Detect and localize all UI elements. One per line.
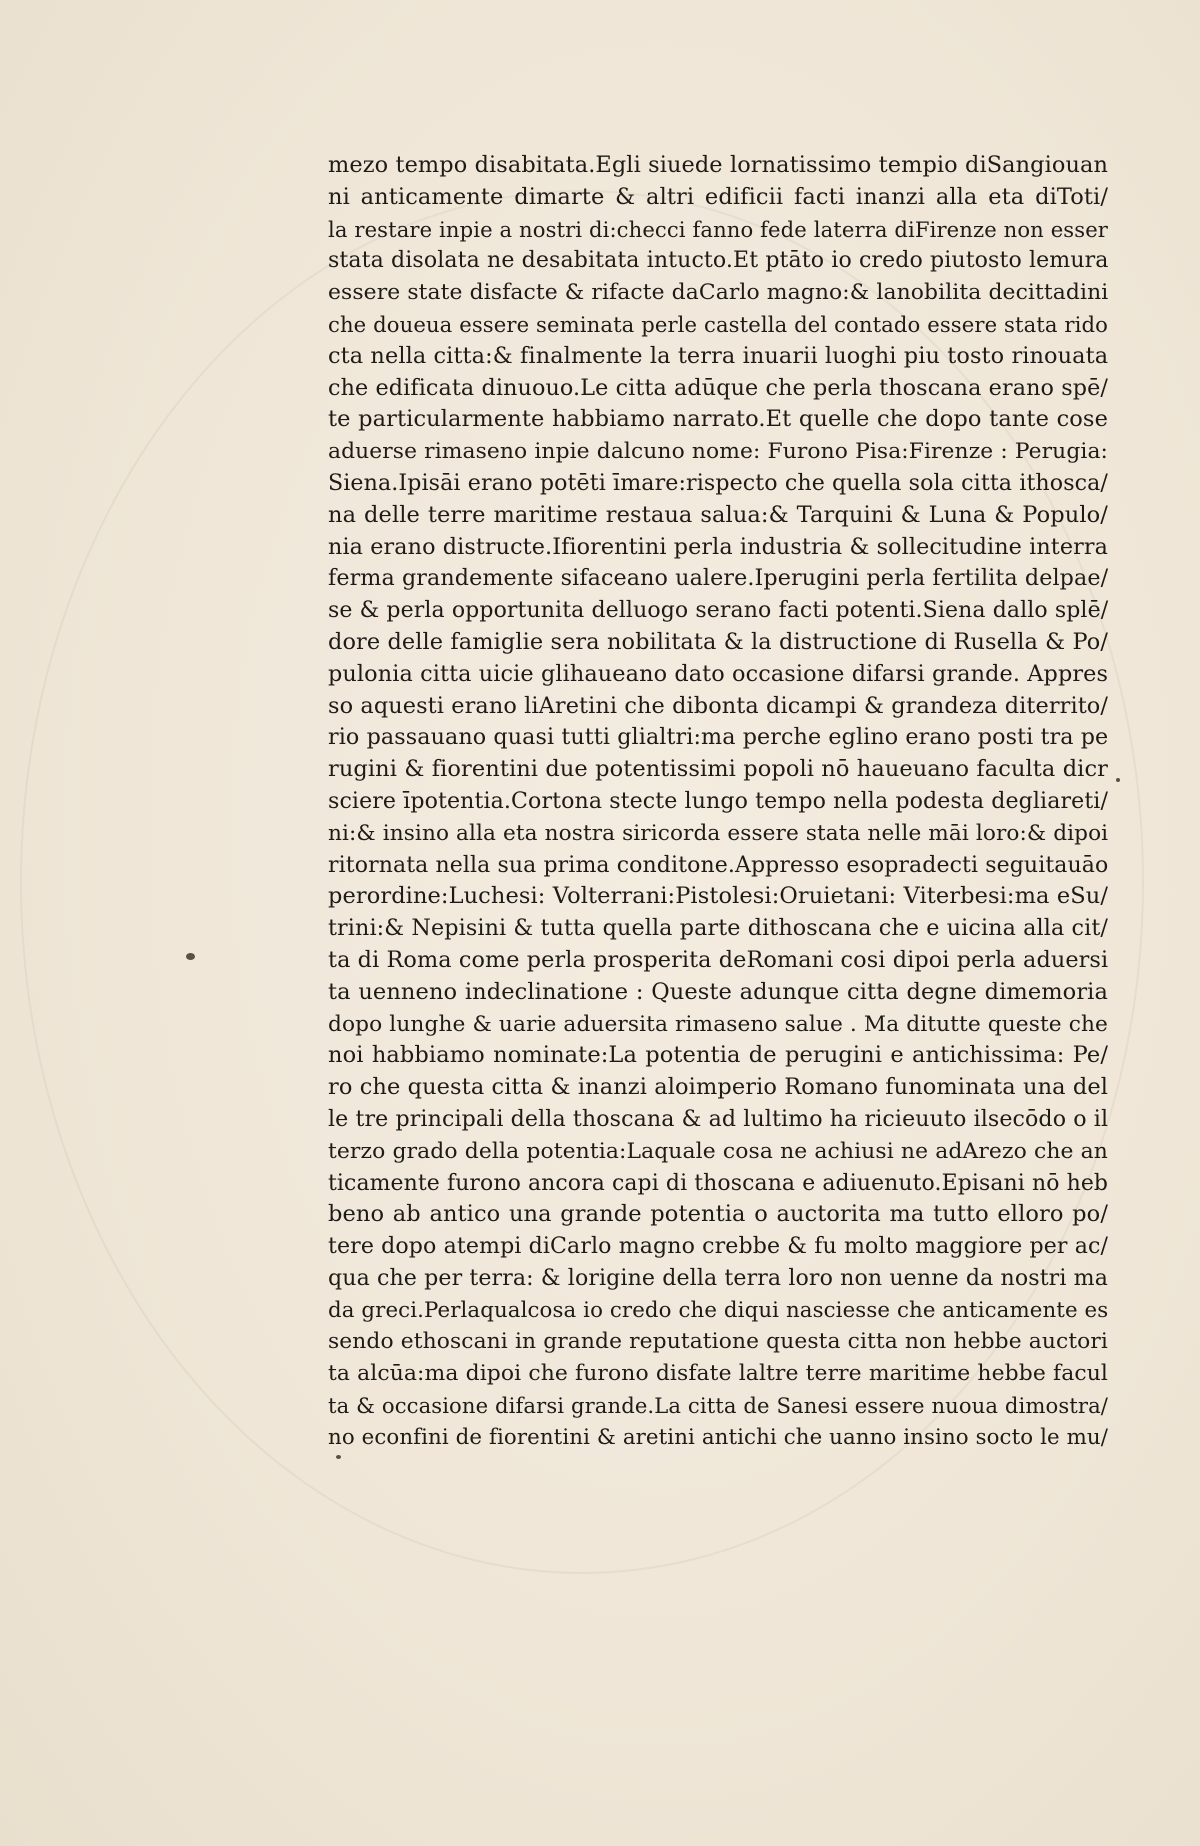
text-line: dopo lunghe & uarie aduersita rimaseno salue . Ma ditutte queste che bbox=[328, 1011, 1108, 1037]
text-line: ni anticamente dimarte & altri edificii facti inanzi alla eta diToti/ bbox=[328, 183, 1108, 210]
text-line: ritornata nella sua prima conditone.Appresso esopradecti seguitauāo bbox=[328, 852, 1109, 878]
text-line: rio passauano quasi tutti glialtri:ma perche eglino erano posti tra pe bbox=[328, 724, 1109, 751]
text-line: che edificata dinuouo.Le citta adūque che perla thoscana erano spē/ bbox=[328, 374, 1108, 401]
text-line: ta alcūa:ma dipoi che furono disfate laltre terre maritime hebbe facul bbox=[328, 1361, 1108, 1387]
text-line: dore delle famiglie sera nobilitata & la distructione di Rusella & Po/ bbox=[328, 628, 1108, 655]
text-line: sciere īpotentia.Cortona stecte lungo tempo nella podesta degliareti/ bbox=[328, 787, 1109, 814]
text-line: ta & occasione difarsi grande.La citta de Sanesi essere nuoua dimostra/ bbox=[328, 1393, 1108, 1419]
text-line: trini:& Nepisini & tutta quella parte dithoscana che e uicina alla cit/ bbox=[328, 915, 1108, 942]
text-line: ta uenneno indeclinatione : Queste adunque citta degne dimemoria bbox=[328, 978, 1108, 1005]
text-line: cta nella citta:& finalmente la terra inuarii luoghi piu tosto rinouata bbox=[328, 342, 1109, 369]
text-line: ticamente furono ancora capi di thoscana e adiuenuto.Episani nō heb bbox=[328, 1170, 1109, 1196]
text-line: perordine:Luchesi: Volterrani:Pistolesi:Oruietani: Viterbesi:ma eSu/ bbox=[328, 883, 1108, 910]
text-line: qua che per terra: & lorigine della terra loro non uenne da nostri ma bbox=[328, 1264, 1108, 1291]
text-line: ni:& insino alla eta nostra siricorda essere stata nelle māi loro:& dipoi bbox=[328, 820, 1109, 846]
text-line: sendo ethoscani in grande reputatione questa citta non hebbe auctori bbox=[328, 1329, 1108, 1355]
ink-spot bbox=[336, 1455, 341, 1459]
text-line: terzo grado della potentia:Laquale cosa ne achiusi ne adArezo che an bbox=[328, 1138, 1108, 1164]
text-line: ro che questa citta & inanzi aloimperio Romano funominata una del bbox=[328, 1074, 1109, 1101]
text-line: tere dopo atempi diCarlo magno crebbe & fu molto maggiore per ac/ bbox=[328, 1233, 1108, 1260]
text-line: le tre principali della thoscana & ad lultimo ha ricieuuto ilsecōdo o il bbox=[328, 1105, 1109, 1132]
text-line: no econfini de fiorentini & aretini antichi che uanno insino socto le mu/ bbox=[328, 1424, 1108, 1450]
text-line: aduerse rimaseno inpie dalcuno nome: Furono Pisa:Firenze : Perugia: bbox=[328, 439, 1108, 465]
text-line: Siena.Ipisāi erano potēti īmare:rispecto che quella sola citta ithosca/ bbox=[328, 469, 1108, 496]
text-line: pulonia citta uicie glihaueano dato occasione difarsi grande. Appres bbox=[328, 660, 1109, 687]
text-line: mezo tempo disabitata.Egli siuede lornatissimo tempio diSangiouan bbox=[328, 152, 1108, 178]
text-line: so aquesti erano liAretini che dibonta dicampi & grandeza diterrito/ bbox=[328, 692, 1108, 719]
text-line: rugini & fiorentini due potentissimi popoli nō haueuano faculta dicr bbox=[328, 756, 1108, 783]
text-line: se & perla opportunita delluogo serano facti potenti.Siena dallo splē/ bbox=[328, 598, 1109, 624]
text-line: da greci.Perlaqualcosa io credo che diqui nasciesse che anticamente es bbox=[328, 1297, 1109, 1323]
text-line: ta di Roma come perla prosperita deRomani cosi dipoi perla aduersi bbox=[328, 946, 1109, 973]
ink-spot bbox=[1116, 778, 1120, 782]
text-line: na delle terre maritime restaua salua:& Tarquini & Luna & Populo/ bbox=[328, 501, 1108, 528]
text-line: la restare inpie a nostri di:checci fanno fede laterra diFirenze non esser bbox=[328, 216, 1108, 242]
text-line: noi habbiamo nominate:La potentia de perugini e antichissima: Pe/ bbox=[328, 1042, 1108, 1069]
text-line: nia erano distructe.Ifiorentini perla industria & sollecitudine interra bbox=[328, 533, 1108, 560]
text-line: te particularmente habbiamo narrato.Et quelle che dopo tante cose bbox=[328, 406, 1108, 433]
text-line: beno ab antico una grande potentia o auctorita ma tutto elloro po/ bbox=[328, 1201, 1108, 1228]
text-column bbox=[328, 150, 1108, 1454]
ink-spot bbox=[186, 953, 195, 960]
text-line: che doueua essere seminata perle castella del contado essere stata rido bbox=[328, 311, 1108, 337]
text-line: essere state disfacte & rifacte daCarlo magno:& lanobilita decittadini bbox=[328, 280, 1109, 306]
text-line: stata disolata ne desabitata intucto.Et ptāto io credo piutosto lemura bbox=[328, 248, 1109, 274]
text-line: ferma grandemente sifaceano ualere.Iperugini perla fertilita delpae/ bbox=[328, 565, 1109, 592]
